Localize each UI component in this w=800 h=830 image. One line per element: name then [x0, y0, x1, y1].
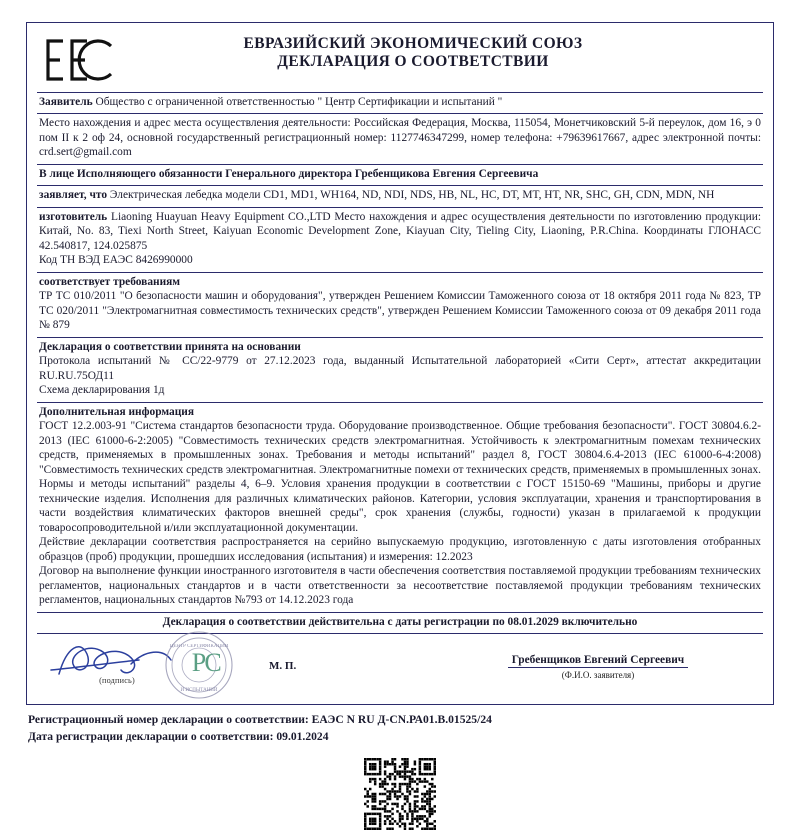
registration-date-value: 09.01.2024 — [276, 730, 329, 744]
basis-label: Декларация о соответствии принята на основании — [39, 340, 301, 353]
additional-info-section — [37, 403, 763, 609]
product-section — [37, 186, 763, 203]
document-title — [127, 35, 759, 71]
additional-paragraph-3: Договор на выполнение функции иностранного изготовителя в части обеспечения соответствия поставляемой продукции требованиям технических регламентов, национальных стандартов и в части ответственности за несоответствие поставляемой продукции требованиям технических регламентов, национальных стандартов №793 от 14.12.2023 года — [39, 565, 761, 607]
signature-caption: (подпись) — [99, 675, 135, 685]
validity-value: Декларация о соответствии действительна с даты регистрации по 08.01.2029 включительно — [162, 615, 638, 628]
signature-row — [37, 636, 763, 698]
registration-block — [26, 705, 774, 748]
authorized-person-section — [37, 165, 763, 182]
registration-number-value: ЕАЭС N RU Д-CN.РА01.В.01525/24 — [311, 712, 492, 726]
qr-code-wrap — [26, 758, 774, 830]
additional-label: Дополнительная информация — [39, 405, 195, 418]
stamp-label: М. П. — [269, 659, 297, 672]
declares-label: заявляет, что — [39, 189, 108, 202]
conformity-value: ТР ТС 010/2011 "О безопасности машин и оборудования", утвержден Решением Комиссии Таможенного союза от 18 октября 2011 года № 823, ТР ТС 020/2011 "Электромагнитная совместимость технических средств", утвержден Решением Комиссии Таможенного союза от 09 декабря 2011 года № 879 — [39, 290, 761, 332]
declaration-frame — [26, 22, 774, 705]
qr-code — [364, 758, 436, 830]
basis-scheme: Схема декларирования 1д — [39, 384, 165, 397]
title-line-1: ЕВРАЗИЙСКИЙ ЭКОНОМИЧЕСКИЙ СОЮЗ — [243, 35, 583, 52]
validity-section — [37, 613, 763, 630]
title-line-2: ДЕКЛАРАЦИЯ О СООТВЕТСТВИИ — [277, 52, 549, 70]
conformity-section — [37, 273, 763, 334]
svg-text:С: С — [204, 647, 222, 677]
document-header — [37, 31, 763, 89]
basis-protocol: Протокола испытаний № СС/22-9779 от 27.12.2023 года, выданный Испытательной лабораторией «Сити Серт», аттестат аккредитации RU.RU.75ОД11 — [39, 355, 761, 382]
registration-number-label: Регистрационный номер декларации о соответствии: — [28, 712, 309, 726]
applicant-label: Заявитель — [39, 96, 93, 108]
manufacturer-label: изготовитель — [39, 210, 108, 223]
registration-date-label: Дата регистрации декларации о соответствии: — [28, 730, 274, 744]
svg-text:Р: Р — [191, 647, 207, 677]
authorized-person-value: В лице Исполняющего обязанности Генерального директора Гребенщикова Евгения Сергеевича — [39, 167, 539, 180]
signature-right — [433, 636, 763, 680]
eac-mark-icon — [43, 37, 117, 83]
address-section — [37, 114, 763, 160]
applicant-value: Общество с ограниченной ответственностью " Центр Сертификации и испытаний " — [95, 96, 503, 108]
signatory-caption: (Ф.И.О. заявителя) — [561, 669, 635, 680]
additional-paragraph-2: Действие декларации соответствия распространяется на серийно выпускаемую продукцию, изготовленную с даты изготовления отобранных образцов (проб) продукции, прошедших исследования (испытания) и измерения: 12.2023 — [39, 536, 761, 563]
applicant-section — [37, 93, 763, 110]
additional-paragraph-1: ГОСТ 12.2.003-91 "Система стандартов безопасности труда. Оборудование производственное. Общие требования безопасности". ГОСТ 30804.6.2-2013 (IEC 61000-6-2:2005) "Совместимость технических средств электромагнитная. Устойчивость к электромагнитным помехам технических средств, применяемых в промышленных зонах. Требования и методы испытаний" раздел 8, ГОСТ 30804.6.4-2013 (IEC 61000-6-4:2008) "Совместимость технических средств электромагнитная. Электромагнитные помехи от технических средств, применяемых в промышленных зонах. Нормы и методы испытаний" разделы 4, 6–9. Условия хранения продукции в соответствии с ГОСТ 15150-69 "Машины, приборы и другие технические изделия. Исполнения для различных климатических районов. Категории, условия эксплуатации, хранения и транспортирования в части воздействия климатических факторов внешней среды", срок хранения (службы, годности) указан в прилагаемой к продукции товаросопроводительной и/или эксплуатационной документации. — [39, 420, 761, 534]
svg-text:ЦЕНТР СЕРТИФИКАЦИИ: ЦЕНТР СЕРТИФИКАЦИИ — [169, 643, 229, 649]
signatory-name: Гребенщиков Евгений Сергеевич — [508, 654, 688, 668]
manufacturer-value: Liaoning Huayuan Heavy Equipment CO.,LTD Место нахождения и адрес осуществления деятельности по изготовлению продукции: Китай, No. 83, Tiexi North Street, Kaiyuan Economic Development Zone, Kiayuan City, Tieling City, Liaoning, P.R.China. Координаты ГЛОНАСС 42.540817, 124.025875 — [39, 210, 761, 252]
conformity-label: соответствует требованиям — [39, 275, 181, 288]
svg-text:И ИСПЫТАНИЙ: И ИСПЫТАНИЙ — [180, 687, 218, 693]
tnved-value: Код ТН ВЭД ЕАЭС 8426990000 — [39, 254, 193, 267]
manufacturer-section — [37, 208, 763, 269]
address-value: Место нахождения и адрес места осуществления деятельности: Российская Федерация, Москва, 115054, Монетчиковский 5-й переулок, дом 16, э 0 пом II к 2 оф 24, основной государственный регистрационный номер: 1127746347299, номер телефона: +79639617667, адрес электронной почты: crd.sert@gmail.com — [39, 117, 761, 159]
signature-left — [37, 636, 367, 698]
basis-section — [37, 338, 763, 399]
product-value: Электрическая лебедка модели CD1, MD1, WH164, ND, NDI, NDS, HB, NL, HC, DT, MT, HT, NR, SHC, GH, CDN, MDN, NH — [109, 189, 715, 202]
